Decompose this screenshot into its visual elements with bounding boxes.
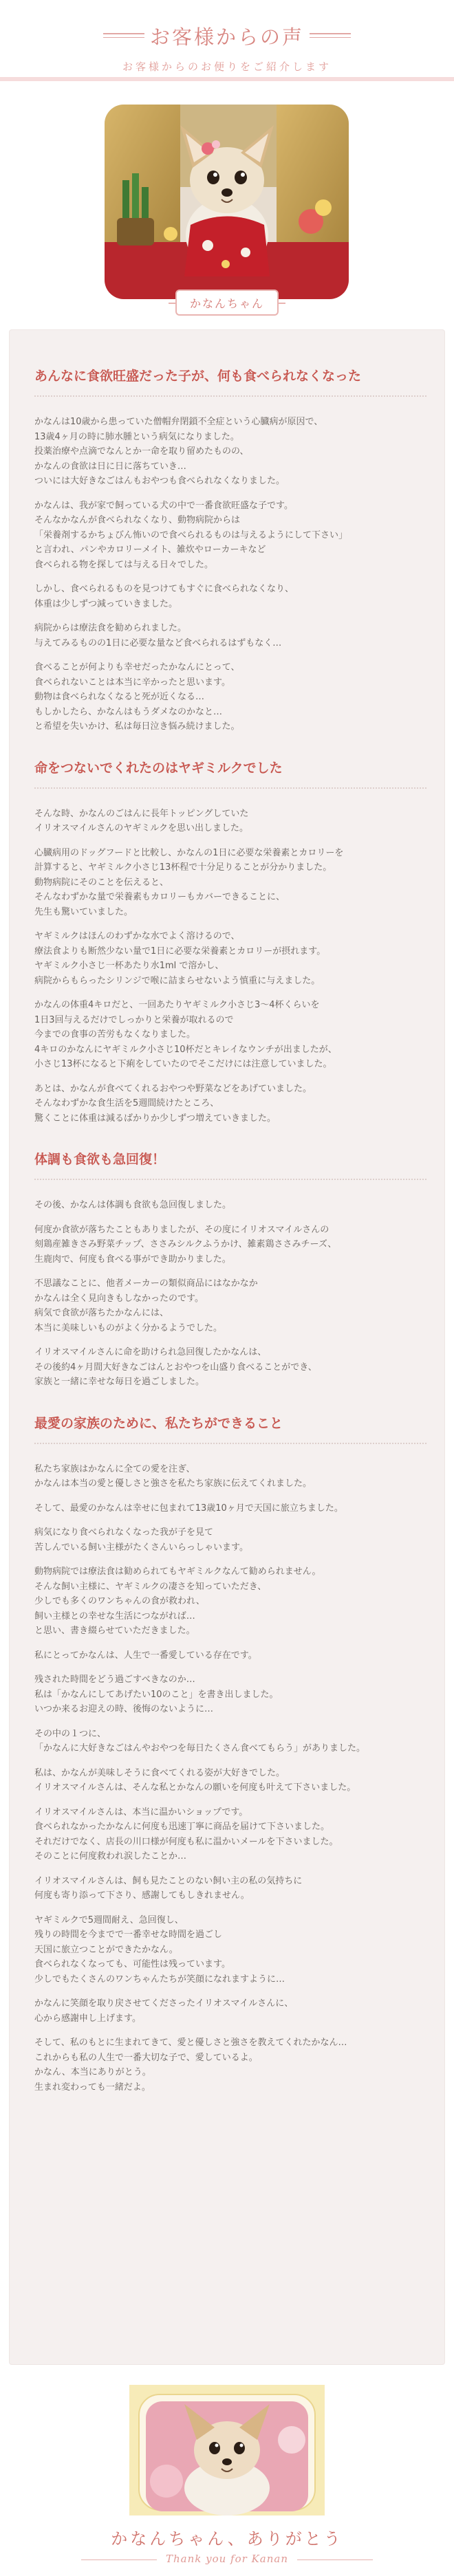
section-heading: あんなに食欲旺盛だった子が、何も食べられなくなった — [34, 369, 362, 384]
dog-name-tag: かなんちゃん — [175, 290, 279, 316]
section-4 — [34, 1413, 426, 2095]
paragraph: かなんは、我が家で飼っている犬の中で一番食欲旺盛な子です。 そんなかなんが食べられなくなり、動物病院からは 「栄養剤するかちょびん怖いので食べられるものは与えるようにして下さい」 と言われ、パンやカロリーメイト、雑炊やローカーキなど 食べられる物を探しては与える日々でした。 — [34, 500, 348, 570]
paragraph: そして、私のもとに生まれてきて、愛と優しさと強さを教えてくれたかなん… これからも私の人生で一番大切な子で、愛しているよ。 かなん、本当にありがとう。 生まれ変わっても一緒だよ。 — [34, 2038, 347, 2093]
dog-illustration — [105, 105, 349, 299]
paragraph: その後、かなんは体調も食欲も急回復しました。 — [34, 1200, 232, 1210]
paragraph: 私は、かなんが美味しそうに食べてくれる姿が大好きでした。 イリオスマイルさんは、そんな私とかなんの願いを何度も叶えて下さいました。 — [34, 1767, 356, 1793]
section-divider — [34, 1443, 426, 1444]
memorial-photo-frame — [129, 2385, 325, 2515]
paragraph: かなんに笑顔を取り戻させてくださったイリオスマイルさんに、 心から感謝申し上げます。 — [34, 1998, 294, 2024]
testimonial-card — [10, 330, 444, 2364]
section-divider — [34, 395, 426, 397]
paragraph: ヤギミルクはほんのわずかな水でよく溶けるので、 療法食よりも断然少ない量で1日に必要な栄養素とカロリーが摂れます。 ヤギミルク小さじ一杯あたり水1ml で溶かし、 病院からもらったシリンジで喉に詰まらせないよう慎重に与えました。 — [34, 931, 326, 986]
paragraph: 何度か食欲が落ちたこともありましたが、その度にイリオスマイルさんの 刻鶏産雑きさみ野菜チップ、ささみシルクふうかけ、雑素鶏ささみチーズ、 生鹿肉で、何度も食べる事ができ助かりました。 — [34, 1224, 337, 1265]
frame-illustration — [129, 2385, 325, 2515]
page-title: お客様からの声 — [149, 25, 304, 49]
paragraph: かなんの体重4キロだと、一回あたりヤギミルク小さじ3〜4杯くらいを 1日3回与えるだけでしっかりと栄養が取れるので 今までの食事の苦労もなくなりました。 4キロのかなんにヤギミルク小さじ10杯だとキレイなウンチが出ましたが、 小さじ13杯になると下痢をしていたのでそこだけには注意していました。 — [34, 1000, 337, 1069]
paragraph: かなんは10歳から患っていた僧帽弁閉鎖不全症という心臓病が原因で、 13歳4ヶ月の時に肺水腫という病気になりました。 投薬治療や点滴でなんとか一命を取り留めたものの、 かなんの食欲は日に日に落ちていき… ついには大好きなごはんもおやつも食べられなくなりました。 — [34, 417, 323, 486]
section-heading: 体調も食欲も急回復！ — [34, 1152, 166, 1167]
footer-rule-right — [297, 2559, 373, 2560]
paragraph: あとは、かなんが食べてくれるおやつや野菜などをあげていました。 そんなわずかな食生活を5週間続けたところ、 驚くことに体重は減るばかりか少しずつ増えていきました。 — [34, 1083, 312, 1124]
section-heading: 最愛の家族のために、私たちができること — [34, 1415, 283, 1431]
paragraph: 動物病院では療法食は勧められてもヤギミルクなんて勧められません。 そんな飼い主様に、ヤギミルクの凄さを知っていただき、 少しでも多くのワンちゃんの食が救われ、 飼い主様との幸せな生活につながれば… と思い、書き綴らせていただきました。 — [34, 1567, 321, 1636]
section-3 — [34, 1149, 426, 1390]
paragraph: その中の１つに、 「かなんに大好きなごはんやおやつを毎日たくさん食べてもらう」がありました。 — [34, 1728, 366, 1754]
header-band — [0, 77, 454, 81]
paragraph: そんな時、かなんのごはんに長年トッピングしていた イリオスマイルさんのヤギミルクを思い出しました。 — [34, 808, 249, 833]
header-rule-right — [310, 27, 351, 43]
paragraph: 食べることが何よりも幸せだったかなんにとって、 食べられないことは本当に辛かったと思います。 動物は食べられなくなると死が近くなる… もしかしたら、かなんはもうダメなのかなと… と希望を失いかけ、私は毎日泣き悩み続けました。 — [34, 662, 240, 732]
paragraph: 病気になり食べられなくなった我が子を見て 苦しんでいる飼い主様がたくさんいらっしゃいます。 — [34, 1527, 248, 1553]
testimonial-body — [34, 366, 426, 2104]
paragraph: 私たち家族はかなんに全ての愛を注ぎ、 かなんは本当の愛と優しさと強さを私たち家族に伝えてくれました。 — [34, 1463, 312, 1489]
page-subtitle: お客様からのお便りをご紹介します — [122, 61, 332, 73]
paragraph: イリオスマイルさんは、飼も見たことのない飼い主の私の気持ちに 何度も寄り添って下さり、感謝してもしきれません。 — [34, 1875, 303, 1901]
section-1 — [34, 366, 426, 734]
paragraph: イリオスマイルさんに命を助けられ急回復したかなんは、 その後約4ヶ月間大好きなごはんとおやつを山盛り食べることができ、 家族と一緒に幸せな毎日を過ごしました。 — [34, 1347, 317, 1387]
paragraph: 不思議なことに、他者メーカーの類似商品にはなかなか かなんは全く見向きもしなかったのです。 病気で食欲が落ちたかなんには、 本当に美味しいものがよく分かるようでした。 — [34, 1278, 258, 1333]
paragraph: しかし、食べられるものを見つけてもすぐに食べられなくなり、 体重は少しずつ減っていきました。 — [34, 584, 294, 609]
paragraph: 残された時間をどう過ごすべきなのか… 私は「かなんにしてあげたい10のこと」を書き出しました。 いつか来るお迎えの時、後悔のないように… — [34, 1674, 279, 1714]
paragraph: 病院からは療法食を勧められました。 与えてみるものの1日に必要な量など食べられるはずもなく… — [34, 623, 282, 648]
paragraph: 私にとってかなんは、人生で一番愛している存在です。 — [34, 1650, 257, 1661]
paragraph: そして、最愛のかなんは幸せに包まれて13歳10ヶ月で天国に旅立ちました。 — [34, 1503, 343, 1514]
footer-subtitle: Thank you for Kanan — [166, 2553, 288, 2565]
section-heading: 命をつないでくれたのはヤギミルクでした — [34, 760, 283, 776]
footer-title: かなんちゃん、ありがとう — [111, 2529, 343, 2548]
section-divider — [34, 1179, 426, 1180]
section-2 — [34, 758, 426, 1126]
hero-dog-photo — [105, 105, 349, 299]
paragraph: ヤギミルクで5週間耐え、急回復し、 残りの時間を今までで一番幸せな時間を過ごし 天国に旅立つことができたかなん。 食べられなくなっても、可能性は残っています。 少しでもたくさんのワンちゃんたちが笑顔になれますように… — [34, 1914, 285, 1985]
paragraph: イリオスマイルさんは、本当に温かいショップです。 食べられなかったかなんに何度も迅速丁寧に商品を届けて下さいました。 それだけでなく、店長の川口様が何度も私に温かいメールを下さいました。 そのことに何度救われ涙したことか… — [34, 1807, 338, 1862]
paragraph: 心臓病用のドッグフードと比較し、かなんの1日に必要な栄養素とカロリーを 計算すると、ヤギミルク小さじ13杯程で十分足りることが分かりました。 動物病院にそのことを伝えると、 そんなわずかな量で栄養素もカロリーもカバーできることに、 先生も驚いていました。 — [34, 847, 344, 917]
section-divider — [34, 787, 426, 789]
